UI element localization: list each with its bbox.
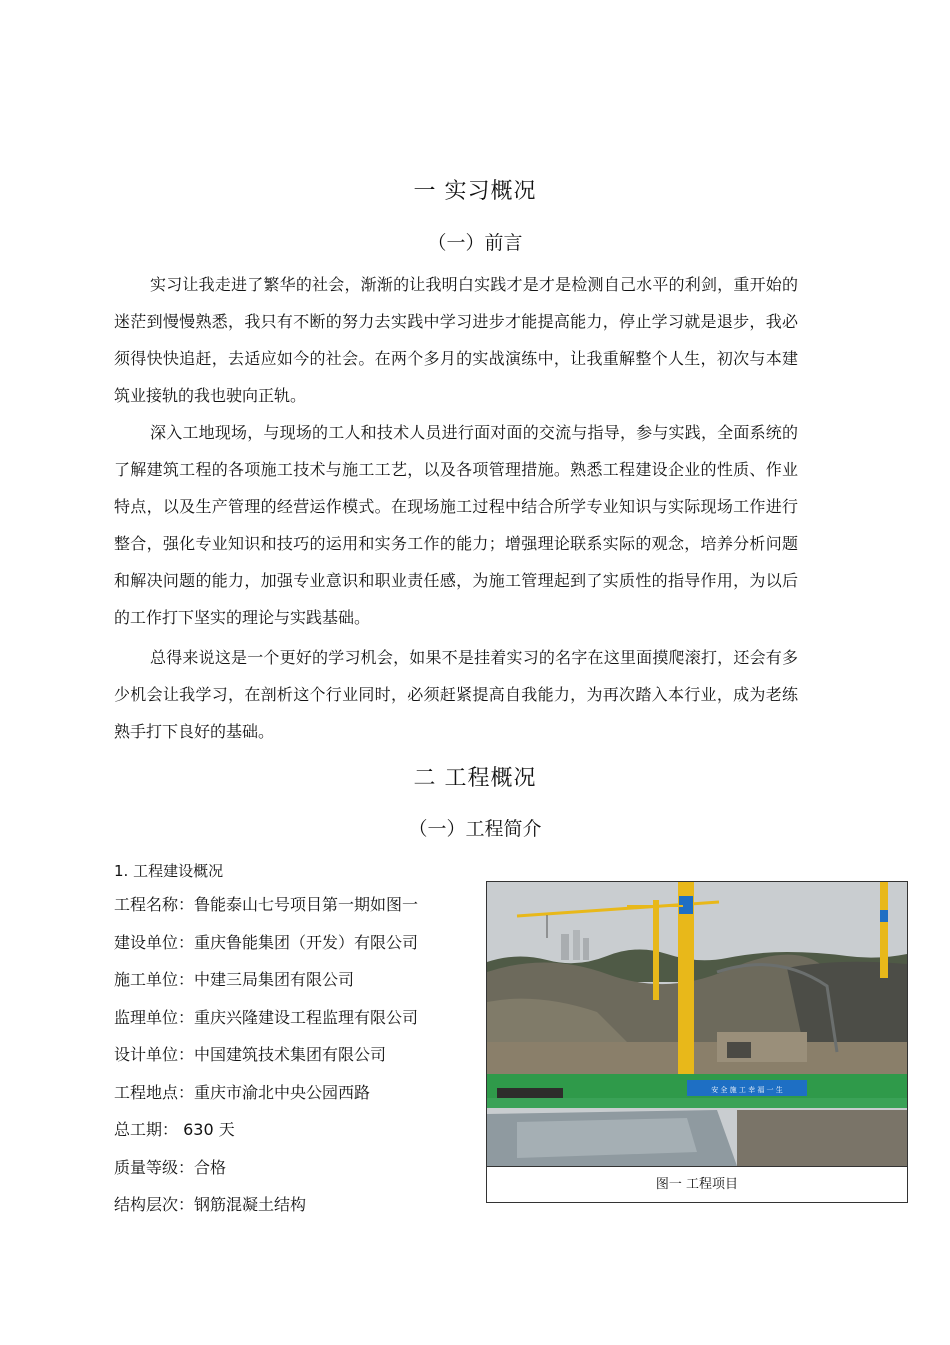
section-1-title: 一 实习概况 [413, 179, 537, 204]
left-crane-mast [653, 900, 659, 1000]
safety-banner-text: 安 全 施 工 幸 福 一 生 [711, 1086, 783, 1094]
info-row-structure: 结构层次：钢筋混凝土结构 [114, 1195, 307, 1214]
project-info-list [114, 886, 474, 1224]
info-row-location: 工程地点：重庆市渝北中央公园西路 [114, 1082, 371, 1102]
steel-pipes [497, 1088, 563, 1098]
paragraph-2: 深入工地现场，与现场的工人和技术人员进行面对面的交流与指导，参与实践，全面系统的了解建筑工程的各项施工技术与施工工艺，以及各项管理措施。熟悉工程建设企业的性质、作业特点，以及生产管理的经营运作模式。在现场施工过程中结合所学专业知识与实际现场工作进行整合，强化专业知识和技巧的运用和实务工作的能力；增强理论联系实际的观念，培养分析问题和解决问题的能力，加强专业意识和职业责任感，为施工管理起到了实质性的指导作用，为以后的工作打下坚实的理论与实践基础。 [114, 423, 798, 627]
figure-caption: 图一 工程项目 [487, 1166, 907, 1203]
info-row-name: 工程名称：鲁能泰山七号项目第一期如图一 [114, 895, 419, 914]
green-fence-lower [487, 1098, 907, 1108]
foundation-work [727, 1042, 751, 1058]
right-crane-mast [880, 882, 888, 978]
info-row-supervisor: 监理单位：重庆兴隆建设工程监理有限公司 [114, 1007, 419, 1027]
section-1-subtitle: （一）前言 [427, 232, 523, 254]
distant-building [583, 938, 589, 960]
paragraph-3: 总得来说这是一个更好的学习机会，如果不是挂着实习的名字在这里面摸爬滚打，还会有多少机会让我学习，在剖析这个行业同时，必须赶紧提高自我能力，为再次踏入本行业，成为老练熟手打下良好的基础。 [114, 648, 798, 741]
section-2-title: 二 工程概况 [413, 766, 537, 791]
figure-project [486, 881, 908, 1203]
info-heading: 1. 工程建设概况 [114, 862, 224, 880]
info-row-owner: 建设单位：重庆鲁能集团（开发）有限公司 [114, 932, 419, 952]
shed-roof-highlight [517, 1118, 697, 1158]
info-row-duration: 总工期： 630 天 [114, 1120, 235, 1139]
section-2-subtitle: （一）工程简介 [408, 818, 542, 840]
info-row-contractor: 施工单位：中建三局集团有限公司 [114, 970, 355, 989]
info-row-designer: 设计单位：中国建筑技术集团有限公司 [114, 1045, 387, 1064]
info-row-quality: 质量等级：合格 [114, 1157, 227, 1177]
construction-site-photo [487, 882, 907, 1166]
distant-building [561, 934, 569, 960]
right-crane-sign [880, 910, 888, 922]
foreground-ground [737, 1110, 907, 1166]
paragraph-1: 实习让我走进了繁华的社会，渐渐的让我明白实践才是才是检测自己水平的利剑，重开始的迷茫到慢慢熟悉，我只有不断的努力去实践中学习进步才能提高能力，停止学习就是退步，我必须得快快追赶，去适应如今的社会。在两个多月的实战演练中，让我重解整个人生，初次与本建筑业接轨的我也驶向正轨。 [114, 275, 798, 405]
distant-building [573, 930, 580, 960]
